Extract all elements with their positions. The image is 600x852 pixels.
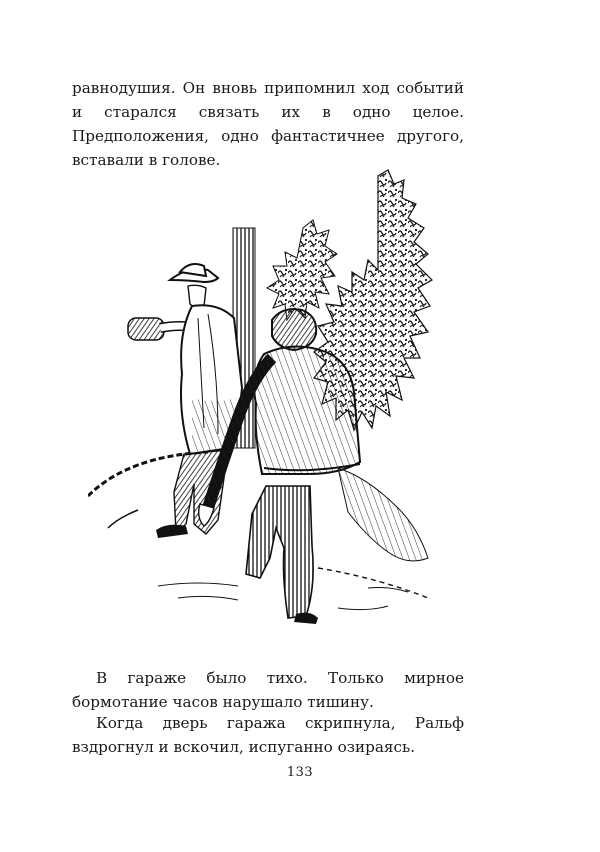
page-number: 133 xyxy=(286,765,314,780)
ground xyxy=(158,583,408,610)
paragraph-door-creaked: Когда дверь гаража скрипнула, Ральф вздрогнул и вскочил, испуганно озираясь. xyxy=(72,714,464,756)
paragraph-continued: равнодушия. Он вновь припомнил ход событий и старался связать их в одно целое. Предположения, одно фантастичнее другого, вставали в голове. xyxy=(72,79,464,169)
man-with-binoculars xyxy=(128,264,242,538)
paragraph-garage-quiet: В гараже было тихо. Только мирное бормотание часов нарушало тишину. xyxy=(72,669,464,711)
ink-illustration xyxy=(88,168,448,638)
